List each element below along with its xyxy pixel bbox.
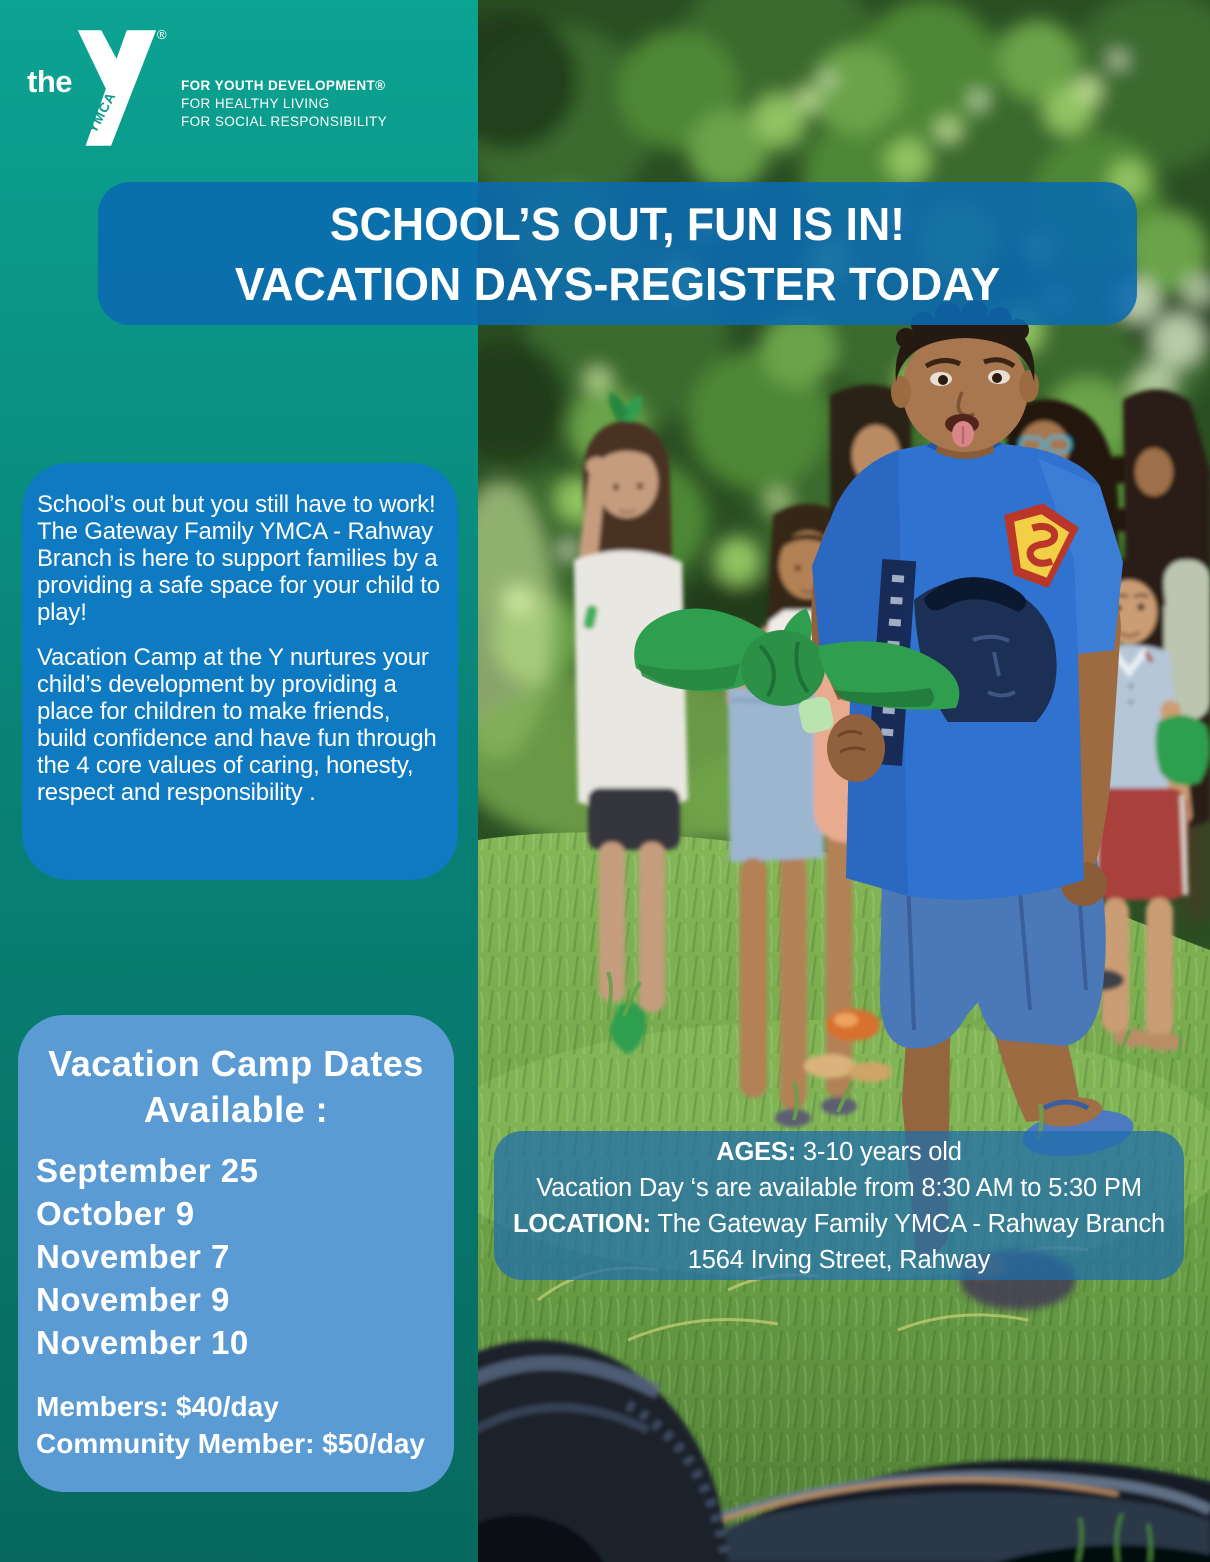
location-label: LOCATION: [513,1209,651,1238]
pricing-members: Members: $40/day [36,1391,279,1422]
ages-value: 3-10 years old [802,1137,962,1166]
banner-line2: VACATION DAYS-REGISTER TODAY [234,257,1001,310]
dates-heading: Vacation Camp Dates Available : [48,1043,424,1130]
hours-line: Vacation Day ‘s are available from 8:30 AM to 5:30 PM [536,1173,1142,1202]
date-item: November 10 [36,1324,249,1361]
ages-line [494,1134,1184,1170]
ymca-y-icon [66,30,162,146]
tagline-youth: FOR YOUTH DEVELOPMENT® [181,78,386,93]
logo-taglines [181,77,387,131]
date-item: November 9 [36,1281,230,1318]
tagline-healthy: FOR HEALTHY LIVING [181,96,330,111]
ymca-logo [0,0,478,180]
location-line [494,1206,1184,1242]
intro-box [22,463,458,880]
registered-mark: ® [157,27,167,42]
pricing [36,1388,436,1462]
date-item: October 9 [36,1195,195,1232]
intro-paragraph-2: Vacation Camp at the Y nurtures your child’s development by providing a place for children to make friends, build confidence and have fun through the 4 core values of caring, honesty, respect and responsibility . [37,644,437,806]
ymca-vertical-text: YMCA [84,89,119,136]
pricing-community: Community Member: $50/day [36,1428,425,1459]
dates-box [18,1015,454,1492]
date-item: November 7 [36,1238,230,1275]
address-line: 1564 Irving Street, Rahway [687,1245,991,1274]
logo-the-text: the [27,64,72,99]
ages-label: AGES: [716,1137,797,1166]
location-value: The Gateway Family YMCA - Rahway Branch [657,1209,1165,1238]
banner-line1: SCHOOL’S OUT, FUN IS IN! [329,197,906,250]
intro-paragraph-1: School’s out but you still have to work! The Gateway Family YMCA - Rahway Branch is here to support families by a providing a safe space for your child to play! [37,491,440,626]
dates-list [36,1149,436,1364]
details-overlay [494,1131,1184,1280]
date-item: September 25 [36,1152,259,1189]
title-banner [98,182,1137,325]
tagline-social: FOR SOCIAL RESPONSIBILITY [181,114,388,129]
